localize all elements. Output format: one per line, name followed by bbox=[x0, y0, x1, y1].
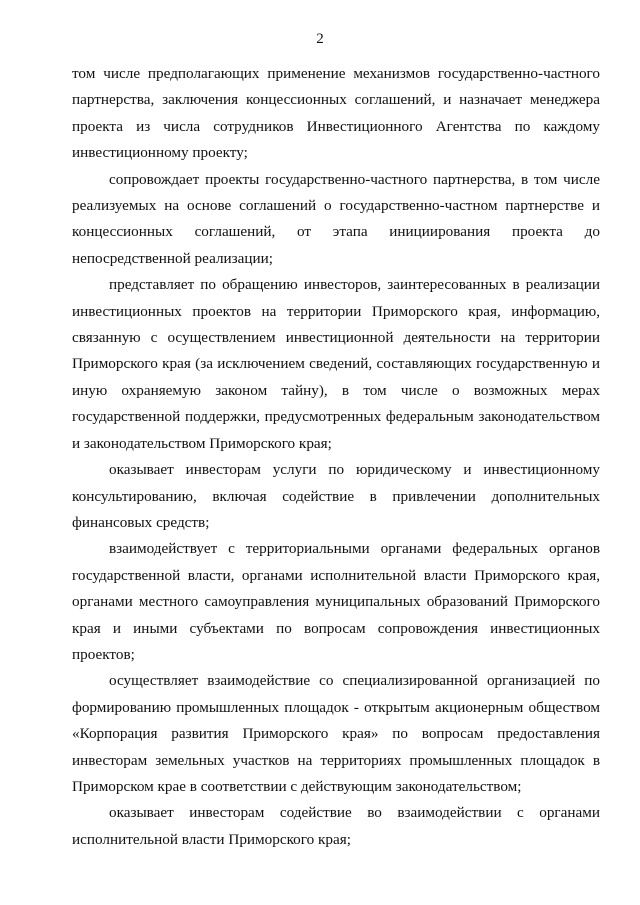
paragraph-industrial-sites: осуществляет взаимодействие со специализированной организацией по формированию промышленных площадок - открытым акционерным обществом «Корпорация развития Приморского края» по вопросам предоставления инвесторам земельных участков на территориях промышленных площадок в Приморском крае в соответствии с действующим законодательством; bbox=[72, 672, 600, 795]
paragraph-consulting-services: оказывает инвесторам услуги по юридическому и инвестиционному консультированию, включая содействие в привлечении дополнительных финансовых средств; bbox=[72, 461, 600, 531]
paragraph-first-continuation: том числе предполагающих применение механизмов государственно-частного партнерства, заключения концессионных соглашений, и назначает менеджера проекта из числа сотрудников Инвестиционного Агентства по каждому инвестиционному проекту; bbox=[72, 65, 600, 162]
paragraph-ppp-support: сопровождает проекты государственно-частного партнерства, в том числе реализуемых на основе соглашений о государственно-частном партнерстве и концессионных соглашений, от этапа инициирования проекта до непосредственной реализации; bbox=[72, 170, 600, 267]
paragraph-interaction-authorities: взаимодействует с территориальными органами федеральных органов государственной власти, органами исполнительной власти Приморского края, органами местного самоуправления муниципальных образований Приморского края и иными субъектами по вопросам сопровождения инвестиционных проектов; bbox=[72, 540, 600, 663]
paragraph-investor-information: представляет по обращению инвесторов, заинтересованных в реализации инвестиционных проектов на территории Приморского края, информацию, связанную с осуществлением инвестиционной деятельности на территории Приморского края (за исключением сведений, составляющих государственную и иную охраняемую законом тайну), в том числе о возможных мерах государственной поддержки, предусмотренных федеральным законодательством и законодательством Приморского края; bbox=[72, 276, 600, 452]
body-text bbox=[72, 61, 600, 853]
paragraph-executive-assistance: оказывает инвесторам содействие во взаимодействии с органами исполнительной власти Приморского края; bbox=[72, 804, 600, 848]
page-number: 2 bbox=[316, 31, 324, 47]
